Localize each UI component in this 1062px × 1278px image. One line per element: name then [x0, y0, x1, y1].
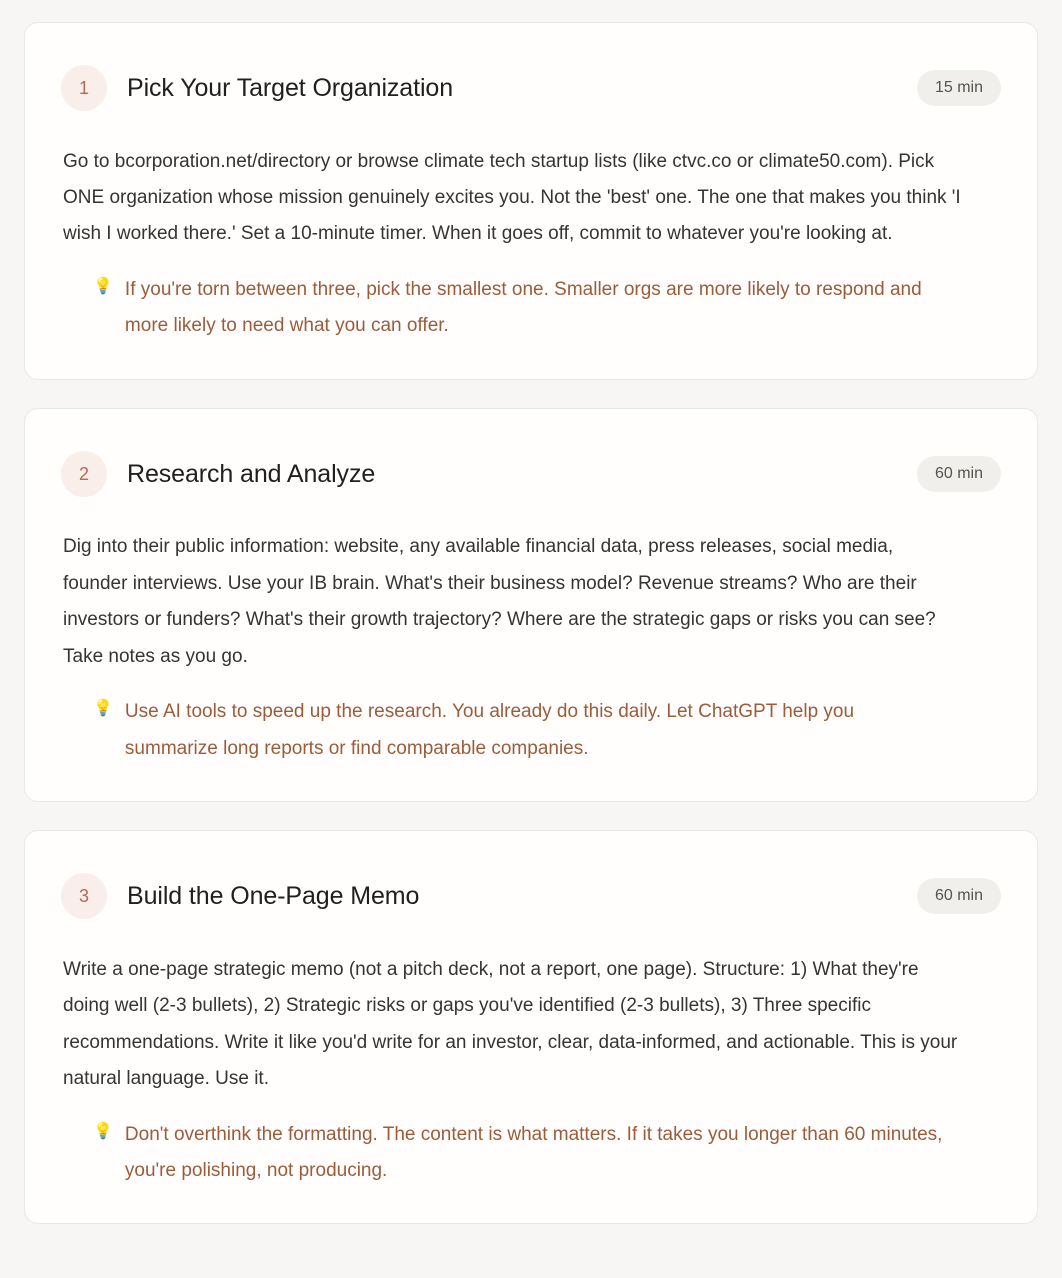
step-title: Pick Your Target Organization: [127, 73, 454, 102]
step-body-text: Write a one-page strategic memo (not a pitch deck, not a report, one page). Structure: 1) What they're doing well (2-3 bullets), 2) Strategic risks or gaps you've identified (2-3 bullets), 3) Three specific recommendations. Write it like you'd write for an investor, clear, data-informed, and actionable. This is your natural language. Use it.: [63, 958, 958, 1090]
step-number-badge: 3: [61, 873, 107, 919]
step-tip-text: Don't overthink the formatting. The content is what matters. If it takes you longer than 60 minutes, you're polishing, not producing.: [124, 1123, 943, 1181]
step-title: Research and Analyze: [127, 459, 376, 488]
step-header: [61, 53, 1001, 124]
step-body-text: Go to bcorporation.net/directory or browse climate tech startup lists (like ctvc.co or climate50.com). Pick ONE organization whose mission genuinely excites you. Not the 'best' one. The one that makes you think 'I wish I worked there.' Set a 10-minute timer. When it goes off, commit to whatever you're looking at.: [63, 150, 961, 245]
lightbulb-icon: 💡: [93, 1122, 113, 1140]
step-body-text: Dig into their public information: website, any available financial data, press releases, social media, founder interviews. Use your IB brain. What's their business model? Revenue streams? Who are their investors or funders? What's their growth trajectory? Where are the strategic gaps or risks you can see? Take notes as you go.: [63, 536, 936, 667]
step-card: [24, 830, 1038, 1224]
step-header: [61, 439, 1001, 510]
step-header: [61, 861, 1001, 932]
step-tip-text: If you're torn between three, pick the smallest one. Smaller orgs are more likely to respond and more likely to need what you can offer.: [124, 278, 922, 337]
step-card: [24, 408, 1038, 802]
step-number-badge: 1: [61, 65, 107, 111]
lightbulb-icon: 💡: [93, 700, 113, 718]
step-duration-badge: 60 min: [917, 456, 1001, 492]
step-duration-badge: 15 min: [917, 70, 1001, 106]
step-tip: [61, 272, 951, 345]
step-tip: [61, 1117, 951, 1190]
step-card: [24, 22, 1038, 380]
step-tip-text: Use AI tools to speed up the research. You already do this daily. Let ChatGPT help you summarize long reports or find comparable companies.: [124, 701, 855, 759]
step-title: Build the One-Page Memo: [127, 881, 420, 910]
step-duration-badge: 60 min: [917, 878, 1001, 914]
lightbulb-icon: 💡: [93, 277, 113, 295]
step-tip: [61, 694, 951, 767]
step-number-badge: 2: [61, 451, 107, 497]
